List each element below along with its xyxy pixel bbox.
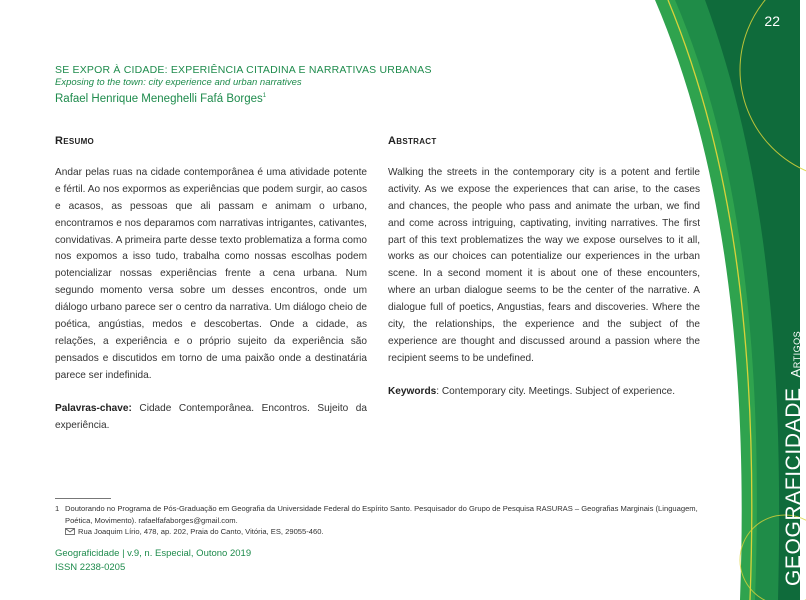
article-subtitle: Exposing to the town: city experience and urban narratives [55,77,302,88]
author-footnote-ref[interactable]: 1 [262,93,267,100]
footnote-divider [55,498,111,499]
resumo-section [55,133,367,435]
envelope-icon [65,528,75,535]
resumo-keywords [55,401,367,435]
abstract-heading: Abstract [388,135,437,147]
resumo-keywords-label: Palavras-chave: [55,402,132,414]
author-name: Rafael Henrique Meneghelli Fafá Borges [55,93,263,105]
article-title: SE EXPOR À CIDADE: EXPERIÊNCIA CITADINA E NARRATIVAS URBANAS [55,64,432,76]
footnote-number: 1 [55,504,60,513]
abstract-section [388,133,700,401]
section-name: Artigos [788,330,803,378]
abstract-text: Walking the streets in the contemporary city is a potent and fertile activity. As we expose the experiences that can arise, to the cases and chances, the people who pass and animate the urban, we find and come across intriguing, captivating, inviting narratives. The first part of this text problematizes the way we expose ourselves to it all, works as our choices can potentialize our experiences in the urban scene. In a second moment it is about one of these encounters, where an urban dialogue seems to be the center of the narrative. A dialogue full of poetics, Angustias, fears and discoveries. Where the city, the relationships, the experience and the subject of the experience are thought and discussed around a passion where the recipient seems to be undefined. [388,166,700,364]
journal-brand-vertical [782,331,806,586]
article-author [55,93,655,105]
resumo-heading: Resumo [55,135,95,147]
resumo-text: Andar pelas ruas na cidade contemporânea é uma atividade potente e fértil. Ao nos expormos as experiências que podem surgir, ao casos e acasos, as pessoas que ali passam e animam o urbano, encontramos e nos deparamos com narrativas intrigantes, cativantes, convidativas. A primeira parte desse texto problematiza a forma como nos expomos a isso tudo, trabalha como nossas escolhas podem potencializar nossas experiências frente a cena urbana. Num segundo momento versa sobre um desses encontros, onde um diálogo urbano parece ser o centro da narrativa. Um diálogo cheio de poética, angústias, medos e descobertas. Onde a cidade, as relações, a experiência e o próprio sujeito da experiência são pensados e discutidos em torno de uma paixão onde a destinatária parece ser indefinida. [55,166,367,381]
footnote-address-line [55,526,715,538]
resumo-keywords-value: Cidade Contemporânea. Encontros. Sujeito da experiência. [55,402,367,431]
article-header [55,64,655,105]
abstract-keywords-value: : Contemporary city. Meetings. Subject of experience. [436,385,676,397]
abstract-keywords-label: Keywords [388,385,437,397]
journal-name: GEOGRAFICIDADE [782,387,805,586]
abstract-keywords [388,384,700,401]
page-footer [55,547,251,575]
issn: ISSN 2238-0205 [55,562,126,573]
footnote [55,503,715,538]
footnote-text: Doutorando no Programa de Pós-Graduação em Geografia da Universidade Federal do Espírito Santo. Pesquisador do Grupo de Pesquisa RASURAS – Geografias Marginais (Linguagem, Poética, Movimento). rafaelfafaborges@gmail.com. [65,504,698,525]
footnote-address: Rua Joaquim Lírio, 478, ap. 202, Praia do Canto, Vitória, ES, 29055-460. [78,527,324,537]
journal-citation: Geograficidade | v.9, n. Especial, Outono 2019 [55,548,252,559]
page-number: 22 [764,13,780,29]
